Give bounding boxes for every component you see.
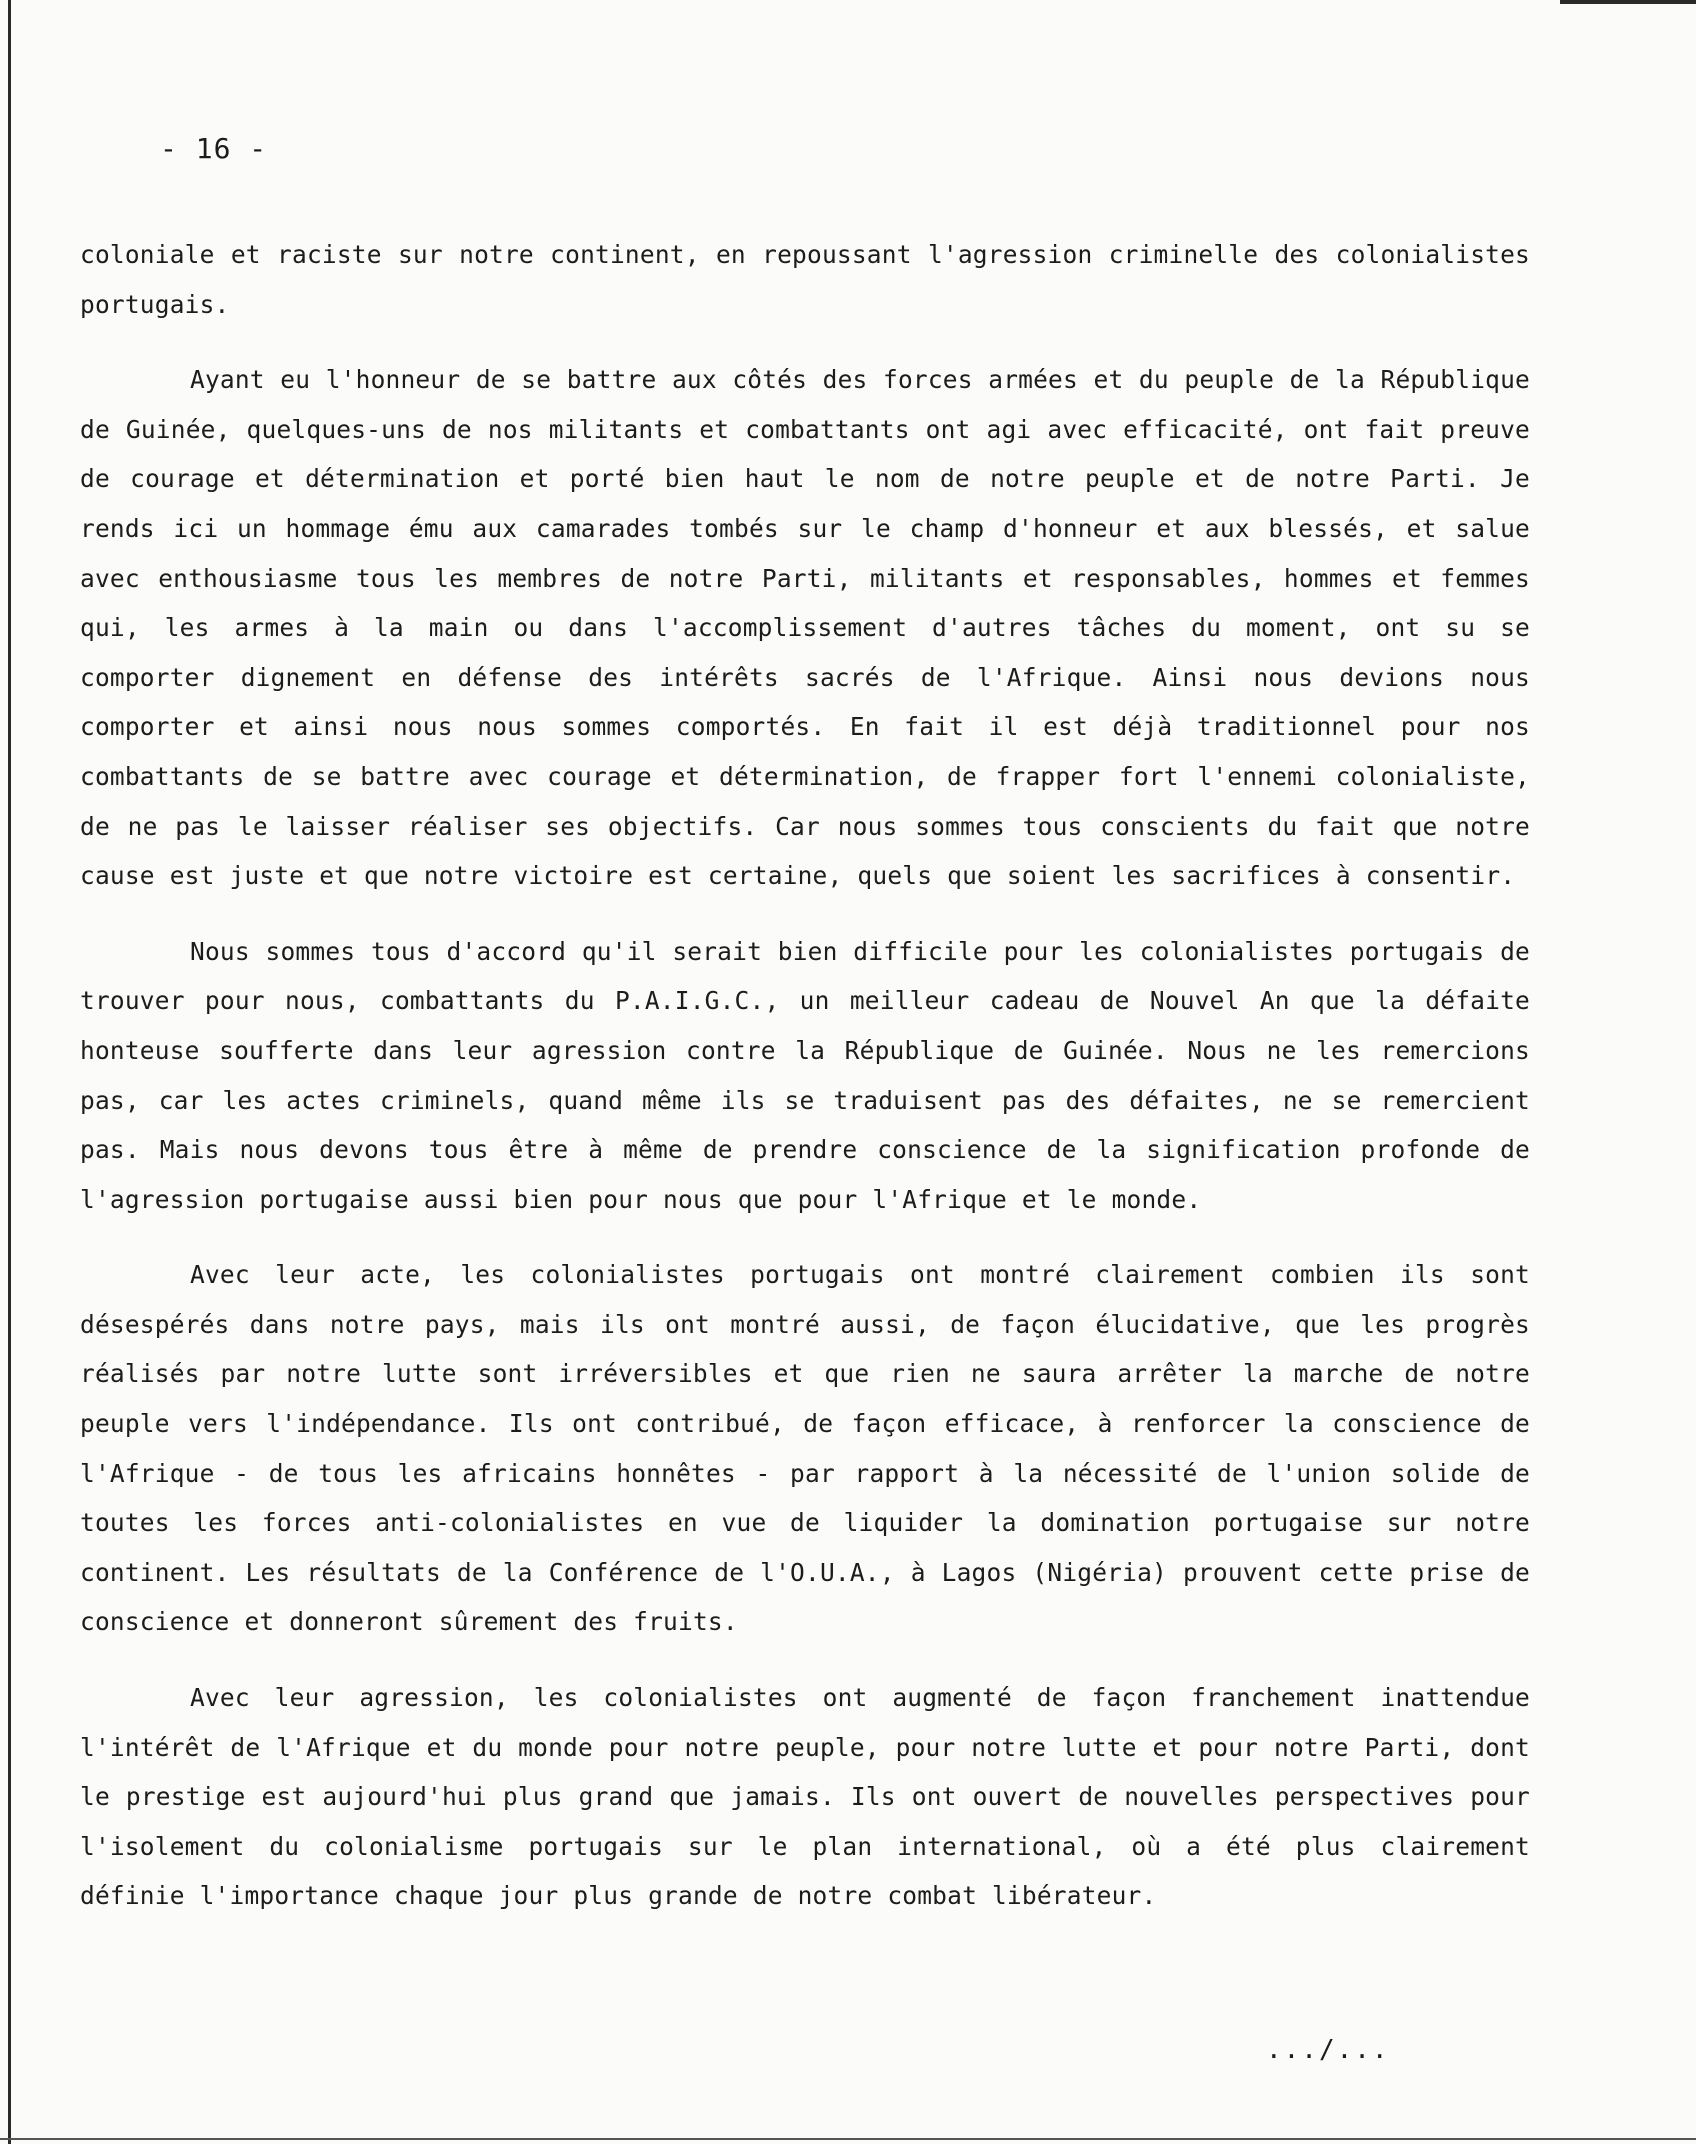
document-body bbox=[80, 230, 1530, 1947]
paragraph-acte: Avec leur acte, les colonialistes portugais ont montré clairement combien ils sont désespérés dans notre pays, mais ils ont montré aussi, de façon élucidative, que les progrès réalisés par notre lutte sont irréversibles et que rien ne saura arrêter la marche de notre peuple vers l'indépendance. Ils ont contribué, de façon efficace, à renforcer la conscience de l'Afrique - de tous les africains honnêtes - par rapport à la nécessité de l'union solide de toutes les forces anti-colonialistes en vue de liquider la domination portugaise sur notre continent. Les résultats de la Conférence de l'O.U.A., à Lagos (Nigéria) prouvent cette prise de conscience et donneront sûrement des fruits. bbox=[80, 1260, 1530, 1637]
paragraph-honneur: Ayant eu l'honneur de se battre aux côtés des forces armées et du peuple de la République de Guinée, quelques-uns de nos militants et combattants ont agi avec efficacité, ont fait preuve de courage et détermination et porté bien haut le nom de notre peuple et de notre Parti. Je rends ici un hommage ému aux camarades tombés sur le champ d'honneur et aux blessés, et salue avec enthousiasme tous les membres de notre Parti, militants et responsables, hommes et femmes qui, les armes à la main ou dans l'accomplissement d'autres tâches du moment, ont su se comporter dignement en défense des intérêts sacrés de l'Afrique. Ainsi nous devions nous comporter et ainsi nous nous sommes comportés. En fait il est déjà traditionnel pour nos combattants de se battre avec courage et détermination, de frapper fort l'ennemi colonialiste, de ne pas le laisser réaliser ses objectifs. Car nous sommes tous conscients du fait que notre cause est juste et que notre victoire est certaine, quels que soient les sacrifices à consentir. bbox=[80, 365, 1530, 891]
paragraph-agression: Avec leur agression, les colonialistes ont augmenté de façon franchement inattendue l'intérêt de l'Afrique et du monde pour notre peuple, pour notre lutte et pour notre Parti, dont le prestige est aujourd'hui plus grand que jamais. Ils ont ouvert de nouvelles perspectives pour l'isolement du colonialisme portugais sur le plan international, où a été plus clairement définie l'importance chaque jour plus grande de notre combat libérateur. bbox=[80, 1683, 1530, 1911]
scan-top-edge bbox=[1560, 0, 1696, 4]
paragraph-cadeau: Nous sommes tous d'accord qu'il serait bien difficile pour les colonialistes portugais de trouver pour nous, combattants du P.A.I.G.C., un meilleur cadeau de Nouvel An que la défaite honteuse soufferte dans leur agression contre la République de Guinée. Nous ne les remercions pas, car les actes criminels, quand même ils se traduisent pas des défaites, ne se remercient pas. Mais nous devons tous être à même de prendre conscience de la signification profonde de l'agression portugaise aussi bien pour nous que pour l'Afrique et le monde. bbox=[80, 936, 1530, 1214]
page-continuation-mark: .../... bbox=[1266, 2035, 1390, 2065]
paragraph-continuation: coloniale et raciste sur notre continent, en repoussant l'agression criminelle des colonialistes portugais. bbox=[80, 240, 1530, 319]
scan-left-edge bbox=[8, 0, 11, 2144]
scan-bottom-edge bbox=[0, 2138, 1696, 2140]
page-number: - 16 - bbox=[160, 132, 268, 165]
